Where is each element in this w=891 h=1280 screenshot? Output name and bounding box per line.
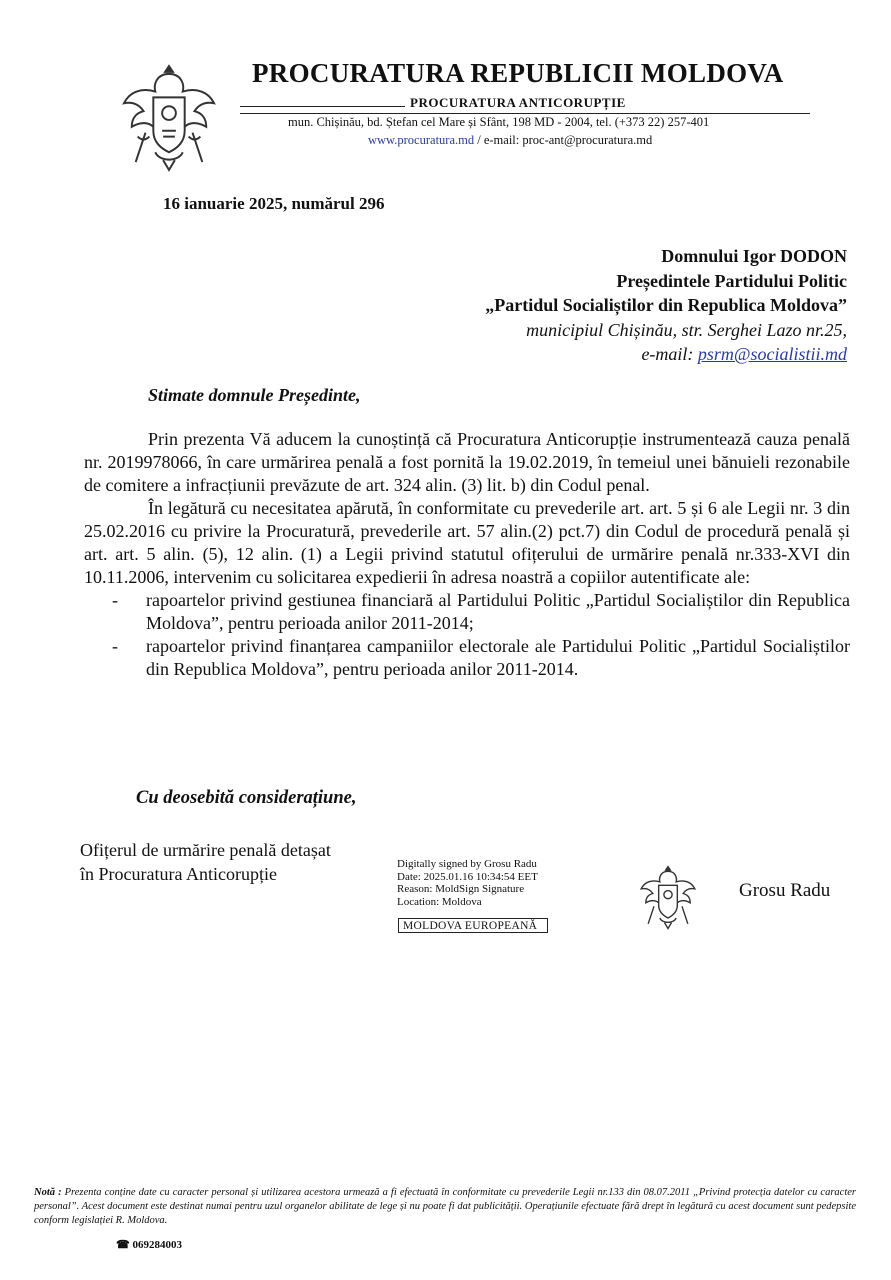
signature-reason: Reason: MoldSign Signature	[397, 883, 525, 895]
signer-name: Grosu Radu	[739, 880, 831, 901]
digital-signature-block	[397, 858, 538, 908]
salutation: Stimate domnule Președinte,	[148, 385, 361, 405]
footer-phone	[116, 1238, 182, 1251]
list-item-text: rapoartelor privind finanțarea campaniilor electorale ale Partidului Politic „Partidul Socialiștilor din Republica Moldova”, pentru perioada anilor 2011-2014.	[146, 636, 850, 679]
signature-date: Date: 2025.01.16 10:34:54 EET	[397, 870, 538, 883]
list-dash: -	[112, 590, 118, 610]
closing: Cu deosebită considerațiune,	[136, 788, 357, 808]
paragraph-2: În legătură cu necesitatea apărută, în conformitate cu prevederile art. art. 5 și 6 ale Legii nr. 3 din 25.02.2016 cu privire la Procuratură, prevederile art. 57 alin.(2) pct.7) din Codul de procedură penală și art. art. 5 alin. (5), 12 alin. (1) a Legii privind statutul ofițerului de urmărire penală nr.333-XVI din 10.11.2006, intervenim cu solicitarea expedierii în adresa noastră a copiilor autentificate ale:	[84, 498, 850, 587]
moldova-coat-of-arms-icon	[120, 58, 218, 176]
sub-org-name: PROCURATURA ANTICORUPȚIE	[410, 95, 626, 110]
list-dash: -	[112, 636, 118, 656]
org-name: PROCURATURA REPUBLICII MOLDOVA	[252, 58, 784, 88]
officer-title-line-2: în Procuratura Anticorupție	[80, 864, 277, 884]
letter-body	[84, 428, 850, 681]
date-reference: 16 ianuarie 2025, numărul 296	[163, 194, 385, 213]
org-address: mun. Chișinău, bd. Ștefan cel Mare și Sfânt, 198 MD - 2004, tel. (+373 22) 257-401	[288, 115, 710, 129]
contact-line	[368, 133, 652, 148]
divider	[240, 106, 405, 107]
phone-number: 069284003	[132, 1239, 182, 1251]
website-link[interactable]: www.procuratura.md	[368, 133, 475, 147]
list-item-text: rapoartelor privind gestiunea financiară al Partidului Politic „Partidul Socialiștilor din Republica Moldova”, pentru perioada anilor 2011-2014;	[146, 590, 850, 633]
phone-icon: ☎	[116, 1239, 130, 1251]
address-divider	[240, 113, 810, 114]
recipient-name: Domnului Igor DODON	[661, 246, 847, 266]
email-text: / e-mail: proc-ant@procuratura.md	[474, 133, 653, 147]
recipient-address: municipiul Chișinău, str. Serghei Lazo nr.25,	[526, 319, 847, 340]
recipient-position: Președintele Partidului Politic	[616, 270, 847, 291]
recipient-email-line	[485, 342, 847, 367]
officer-title	[80, 838, 331, 886]
recipient-email-link[interactable]: psrm@socialistii.md	[697, 344, 847, 364]
footer-note-label: Notă :	[34, 1187, 62, 1198]
paragraph-1: Prin prezenta Vă aducem la cunoștință că Procuratura Anticorupție instrumentează cauza penală nr. 2019978066, în care urmărirea penală a fost pornită la 19.02.2019, în temeiul unei bănuieli rezonabile de comitere a infracțiunii prevăzute de art. 324 alin. (3) lit. b) din Codul penal.	[84, 429, 850, 495]
footer-note-text: Prezenta conține date cu caracter personal și utilizarea acestora urmează a fi efectuată în conformitate cu prevederile Legii nr.133 din 08.07.2011 „Privind protecția datelor cu caracter personal”. Acest document este destinat numai pentru uzul organelor abilitate de lege și nu poate fi dat publicității. Operațiunile efectuate fără drept în legătură cu acest document sunt pedepsite conform legislației R. Moldova.	[34, 1187, 856, 1226]
signed-by: Digitally signed by Grosu Radu	[397, 858, 537, 870]
officer-title-line-1: Ofițerul de urmărire penală detașat	[80, 840, 331, 860]
email-label: e-mail:	[641, 344, 698, 364]
footer-note	[34, 1186, 856, 1228]
recipient-block	[485, 244, 847, 367]
list-item	[84, 589, 850, 635]
signature-emblem-icon	[638, 862, 698, 932]
moldova-europeana-box: MOLDOVA EUROPEANĂ	[398, 918, 548, 933]
recipient-party: „Partidul Socialiștilor din Republica Moldova”	[485, 295, 847, 315]
signature-location: Location: Moldova	[397, 895, 482, 908]
list-item	[84, 635, 850, 681]
